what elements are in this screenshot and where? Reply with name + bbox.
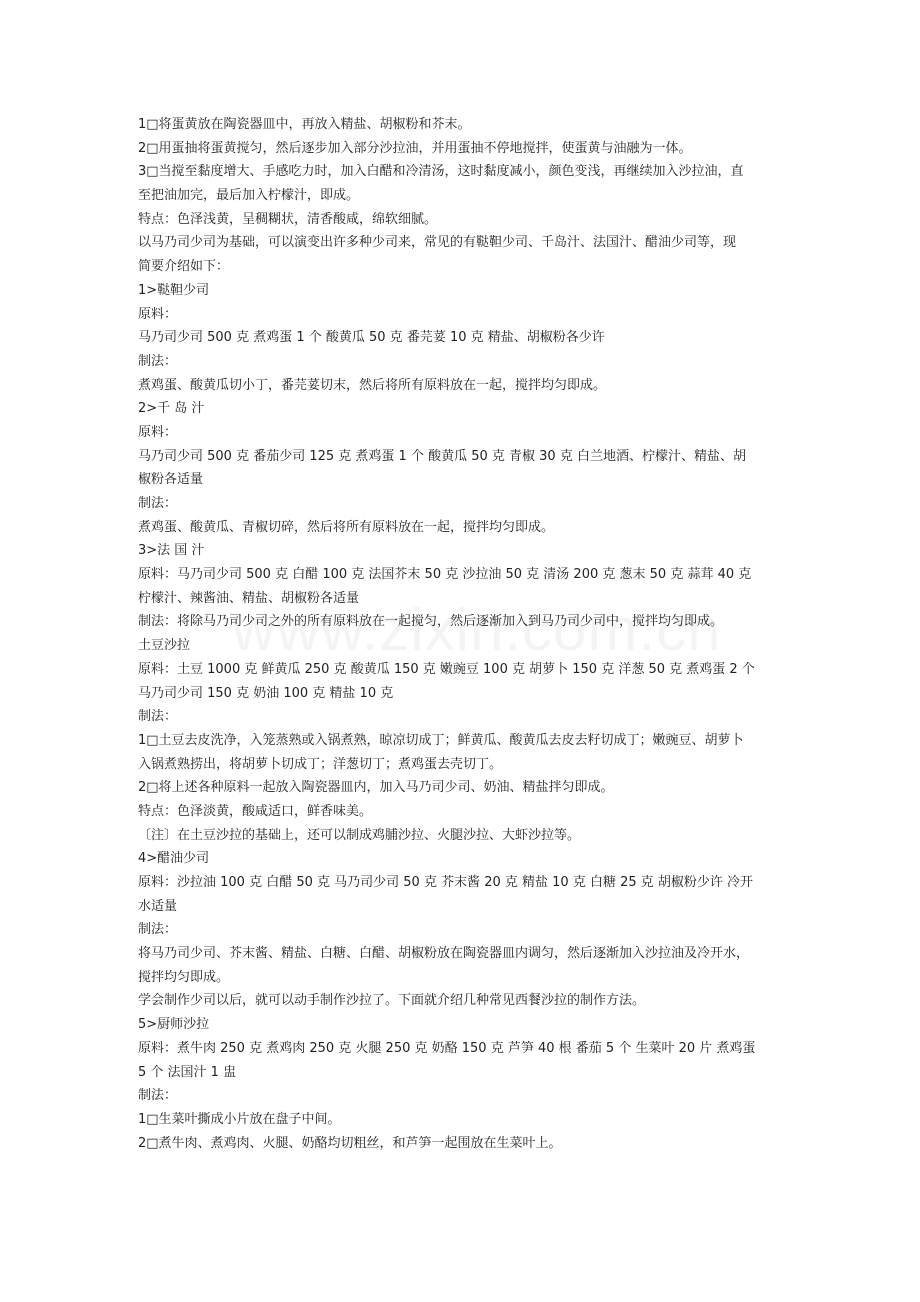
text-line: 1□生菜叶撕成小片放在盘子中间。 bbox=[138, 1111, 341, 1127]
text-line: 学会制作少司以后，就可以动手制作沙拉了。下面就介绍几种常见西餐沙拉的制作方法。 bbox=[138, 993, 646, 1009]
text-line: 至把油加完，最后加入柠檬汁，即成。 bbox=[138, 188, 360, 204]
text-line: 原料：马乃司少司 500 克 白醋 100 克 法国芥末 50 克 沙拉油 50 克 清汤 200 克 葱末 50 克 蒜茸 40 克 bbox=[138, 567, 752, 583]
text-line: 柠檬汁、辣酱油、精盐、胡椒粉各适量 bbox=[138, 590, 360, 606]
text-line: 水适量 bbox=[138, 898, 178, 914]
text-line: 将马乃司少司、芥末酱、精盐、白糖、白醋、胡椒粉放在陶瓷器皿内调匀，然后逐渐加入沙拉油及冷开水， bbox=[138, 946, 750, 962]
text-line: 原料：土豆 1000 克 鲜黄瓜 250 克 酸黄瓜 150 克 嫩豌豆 100 克 胡萝卜 150 克 洋葱 50 克 煮鸡蛋 2 个 bbox=[138, 661, 755, 677]
text-line: 简要介绍如下： bbox=[138, 259, 230, 275]
text-line: 2□将上述各种原料一起放入陶瓷器皿内，加入马乃司少司、奶油、精盐拌匀即成。 bbox=[138, 780, 614, 796]
document-body bbox=[138, 113, 790, 1155]
text-line: 制法： bbox=[138, 353, 178, 369]
section-heading: 1>鞑靼少司 bbox=[138, 282, 210, 298]
text-line: 2□用蛋抽将蛋黄搅匀，然后逐步加入部分沙拉油，并用蛋抽不停地搅拌，使蛋黄与油融为一体。 bbox=[138, 140, 692, 156]
text-line: 〔注〕在土豆沙拉的基础上，还可以制成鸡脯沙拉、火腿沙拉、大虾沙拉等。 bbox=[138, 827, 581, 843]
text-line: 马乃司少司 500 克 煮鸡蛋 1 个 酸黄瓜 50 克 番芫荽 10 克 精盐、胡椒粉各少许 bbox=[138, 330, 605, 346]
text-line: 1□土豆去皮洗净，入笼蒸熟或入锅煮熟，晾凉切成丁；鲜黄瓜、酸黄瓜去皮去籽切成丁；嫩豌豆、胡萝卜 bbox=[138, 732, 744, 748]
text-line: 原料： bbox=[138, 306, 178, 322]
text-line: 2□煮牛肉、煮鸡肉、火腿、奶酪均切粗丝，和芦笋一起围放在生菜叶上。 bbox=[138, 1135, 562, 1151]
text-line: 1□将蛋黄放在陶瓷器皿中，再放入精盐、胡椒粉和芥末。 bbox=[138, 117, 471, 132]
section-heading: 5>厨师沙拉 bbox=[138, 1017, 210, 1033]
text-line: 制法：将除马乃司少司之外的所有原料放在一起搅匀，然后逐渐加入到马乃司少司中，搅拌均匀即成。 bbox=[138, 614, 724, 630]
text-line: 搅拌均匀即成。 bbox=[138, 969, 230, 985]
text-line: 马乃司少司 150 克 奶油 100 克 精盐 10 克 bbox=[138, 685, 394, 701]
text-line: 煮鸡蛋、酸黄瓜、青椒切碎，然后将所有原料放在一起，搅拌均匀即成。 bbox=[138, 519, 555, 535]
text-line: 3□当搅至黏度增大、手感吃力时，加入白醋和冷清汤，这时黏度减小，颜色变浅，再继续加入沙拉油，直 bbox=[138, 164, 744, 180]
text-line: 制法： bbox=[138, 1088, 178, 1104]
text-line: 5 个 法国汁 1 盅 bbox=[138, 1064, 237, 1080]
text-line: 制法： bbox=[138, 496, 178, 511]
text-line: 原料：煮牛肉 250 克 煮鸡肉 250 克 火腿 250 克 奶酪 150 克 芦笋 40 根 番茄 5 个 生菜叶 20 片 煮鸡蛋 bbox=[138, 1040, 756, 1056]
text-line: 特点：色泽浅黄，呈稠糊状，清香酸咸，绵软细腻。 bbox=[138, 211, 438, 227]
text-line: 椒粉各适量 bbox=[138, 472, 204, 488]
text-line: 入锅煮熟捞出，将胡萝卜切成丁；洋葱切丁；煮鸡蛋去壳切丁。 bbox=[138, 756, 503, 772]
text-line: 原料：沙拉油 100 克 白醋 50 克 马乃司少司 50 克 芥末酱 20 克 精盐 10 克 白糖 25 克 胡椒粉少许 冷开 bbox=[138, 875, 754, 890]
section-heading: 4>醋油少司 bbox=[138, 851, 210, 867]
text-line: 特点：色泽淡黄，酸咸适口，鲜香味美。 bbox=[138, 803, 373, 819]
section-heading: 2>千 岛 汁 bbox=[138, 401, 205, 417]
text-line: 以马乃司少司为基础，可以演变出许多种少司来，常见的有鞑靼少司、千岛汁、法国汁、醋油少司等，现 bbox=[138, 235, 737, 251]
section-heading: 3>法 国 汁 bbox=[138, 543, 205, 559]
text-line: 原料： bbox=[138, 424, 178, 440]
text-line: 煮鸡蛋、酸黄瓜切小丁，番芫荽切末，然后将所有原料放在一起，搅拌均匀即成。 bbox=[138, 377, 607, 393]
text-line: 制法： bbox=[138, 922, 178, 938]
text-line: 制法： bbox=[138, 709, 178, 725]
section-heading: 土豆沙拉 bbox=[138, 638, 191, 654]
text-line: 马乃司少司 500 克 番茄少司 125 克 煮鸡蛋 1 个 酸黄瓜 50 克 青椒 30 克 白兰地酒、柠檬汁、精盐、胡 bbox=[138, 448, 746, 464]
